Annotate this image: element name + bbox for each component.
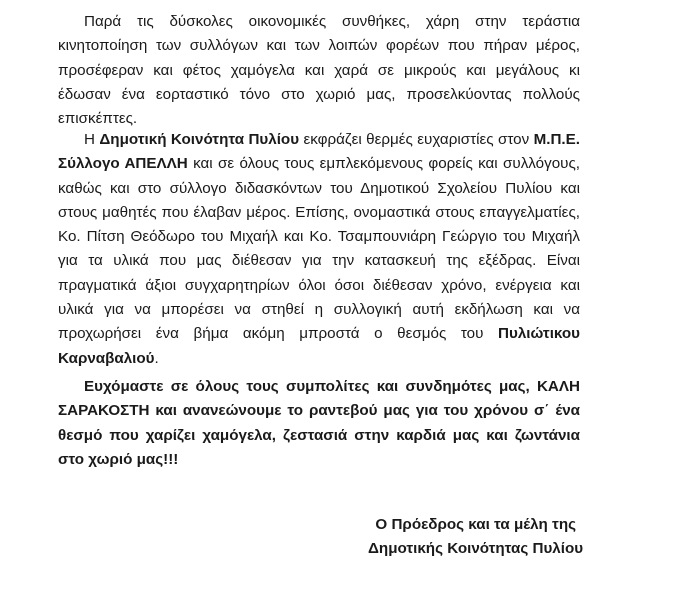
- thanks-suffix: .: [154, 349, 159, 367]
- signature-line-2: Δημοτικής Κοινότητας Πυλίου: [368, 540, 584, 558]
- thanks-text-2: και σε όλους τους εμπλεκόμενους φορείς και συλλόγους, καθώς και στο σύλλογο διδασκόντων του Δημοτικού Σχολείου Πυλίου και στους μαθητές που έλαβαν μέρος. Επίσης, ονομαστικά στους επαγγελματίες, Κο. Πίτση Θεόδωρο του Μιχαήλ και Κο. Τσαμπουνιάρη Γεώργιο του Μιχαήλ για τα υλικά που μας διέθεσαν για την κατασκευή της εξέδρας. Είναι πραγματικά άξιοι συγχαρητηρίων όλοι όσοι διέθεσαν χρόνο, ενέργεια και υλικά για να μπορέσει να στηθεί η συλλογική αυτή εκδήλωση και να προχωρήσει ένα βήμα ακόμη μπροστά ο θεσμός του: [58, 155, 580, 343]
- paragraph-thanks: [58, 128, 580, 371]
- signature-line-1: Ο Πρόεδρος και τα μέλη της: [375, 516, 576, 533]
- paragraph-wishes-text: Ευχόμαστε σε όλους τους συμπολίτες και συνδημότες μας, ΚΑΛΗ ΣΑΡΑΚΟΣΤΗ και ανανεώνουμε το ραντεβού μας για του χρόνου σ΄ ένα θεσμό που χαρίζει χαμόγελα, ζεστασιά στην καρδιά μας και ζωντάνια στο χωριό μας!!!: [58, 378, 580, 468]
- paragraph-intro: [58, 10, 580, 131]
- signature-block: [368, 513, 588, 562]
- thanks-prefix: Η: [84, 131, 100, 148]
- community-name: Δημοτική Κοινότητα Πυλίου: [99, 131, 300, 148]
- paragraph-intro-text: Παρά τις δύσκολες οικονομικές συνθήκες, χάρη στην τεράστια κινητοποίηση των συλλόγων και των λοιπών φορέων που πήραν μέρος, προσέφεραν και φέτος χαμόγελα και χαρά σε μικρούς και μεγάλους κι έδωσαν ένα εορταστικό τόνο στο χωριό μας, προσελκύοντας πολλούς επισκέπτες.: [58, 13, 580, 128]
- thanks-text-1: εκφράζει θερμές ευχαριστίες στον: [299, 131, 534, 148]
- carnival-name: Πυλιώτικου Καρναβαλιού: [58, 325, 580, 367]
- association-name: Μ.Π.Ε. Σύλλογο ΑΠΕΛΛΗ: [58, 131, 581, 173]
- paragraph-wishes: [58, 375, 580, 472]
